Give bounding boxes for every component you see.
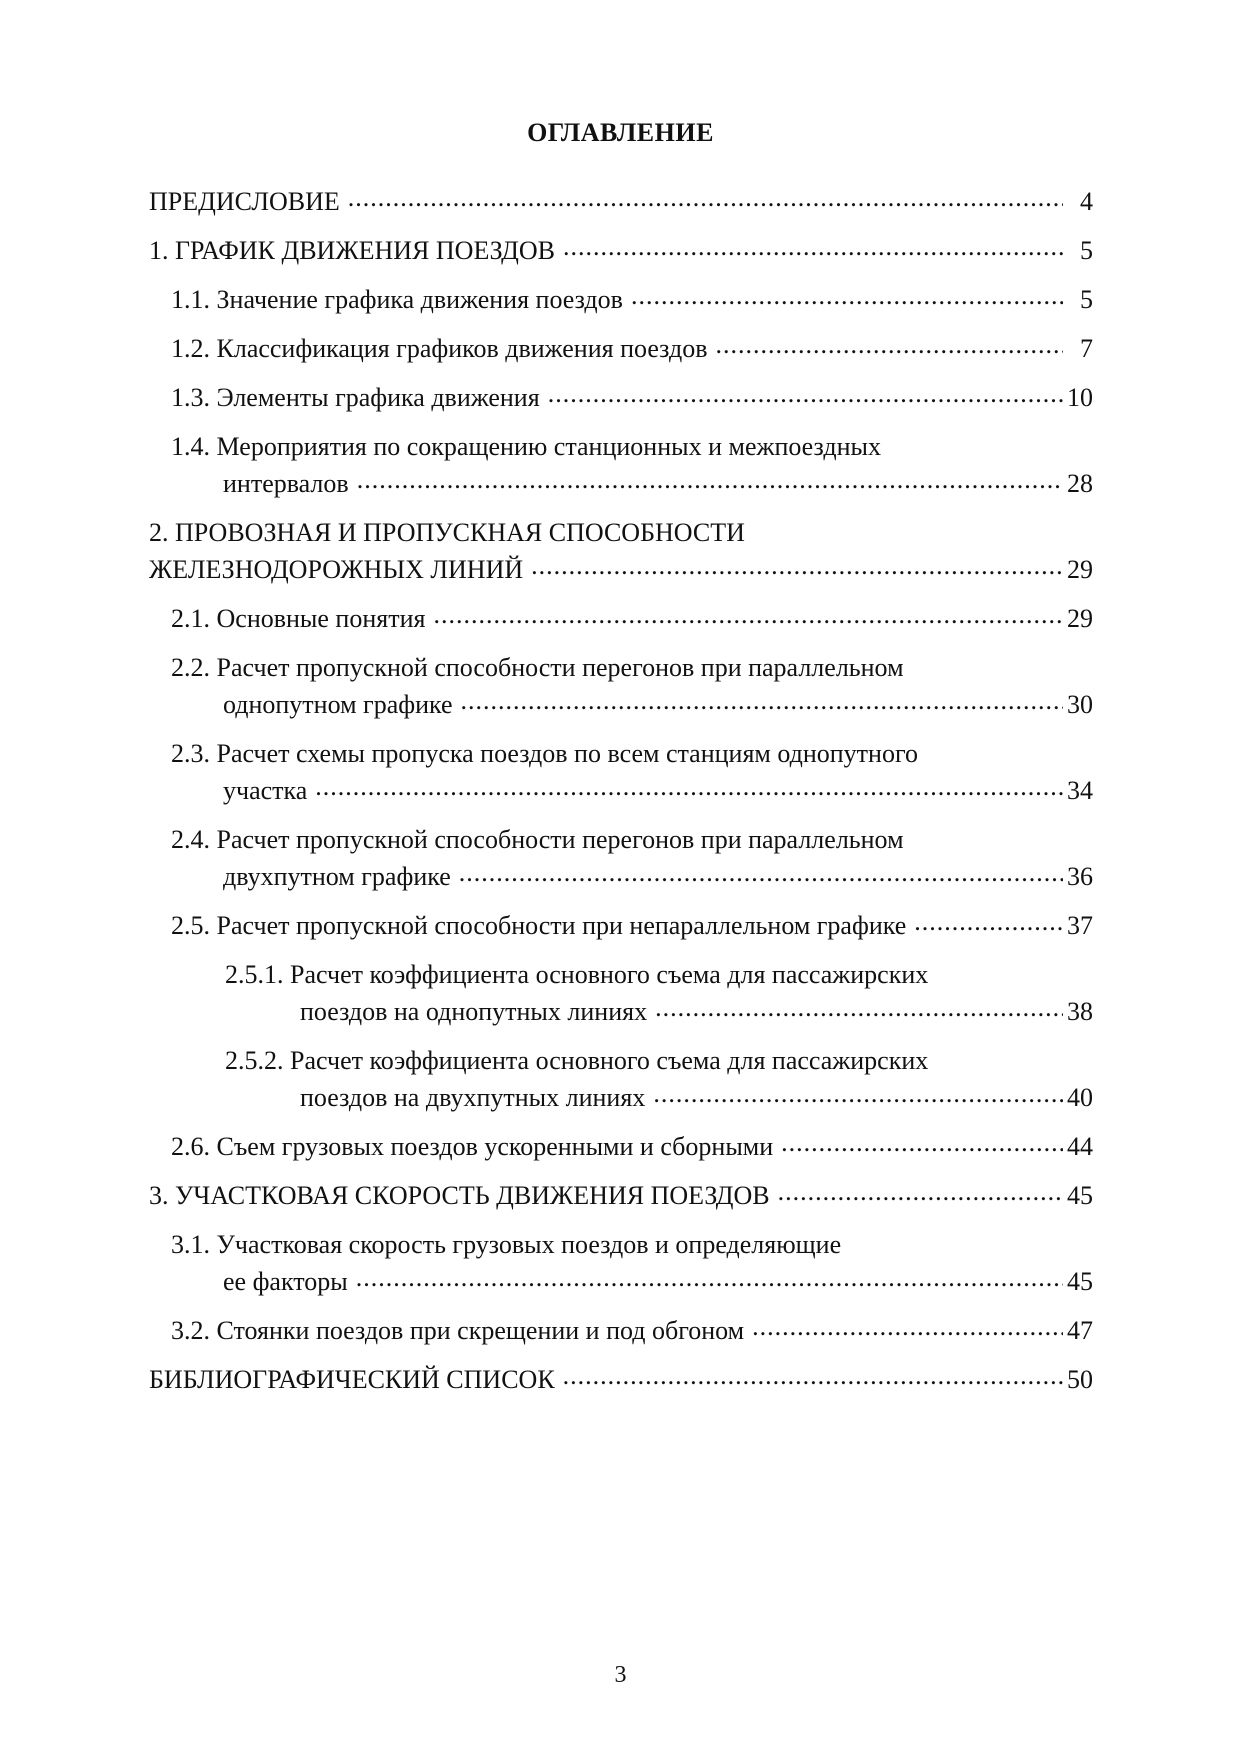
toc-entry-page: 44 [1067,1132,1093,1161]
toc-entry-text: ПРЕДИСЛОВИЕ [149,187,340,216]
toc-entry-text: 1.3. Элементы графика движения [171,383,540,412]
toc-entry-page: 28 [1067,469,1093,498]
dot-leader [655,994,1063,1020]
toc-heading: ОГЛАВЛЕНИЕ [527,118,714,147]
toc-entry-text: 2.3. Расчет схемы пропуска поездов по всем станциям однопутного [171,739,918,768]
dot-leader [781,1129,1063,1155]
toc-entry-text-continued: двухпутном графике [223,862,451,891]
toc-entry-page: 10 [1067,383,1093,412]
toc-entry-text-continued: ее факторы [223,1267,348,1296]
toc-entry-page: 36 [1067,862,1093,891]
dot-leader [563,1362,1063,1388]
toc-entry-text: 1.2. Классификация графиков движения поездов [171,334,708,363]
toc-entry-text: 2. ПРОВОЗНАЯ И ПРОПУСКНАЯ СПОСОБНОСТИ [149,518,745,547]
toc-entry-page: 29 [1067,604,1093,633]
toc-entry[interactable] [149,735,1093,809]
toc-entry[interactable] [149,1226,1093,1300]
toc-entry[interactable] [149,907,1093,944]
dot-leader [548,380,1063,406]
dot-leader [357,466,1063,492]
toc-entry-text-continued: интервалов [223,469,349,498]
toc-entry[interactable] [149,428,1093,502]
toc-entry-page: 38 [1067,997,1093,1026]
toc-entry-page: 7 [1080,334,1093,363]
dot-leader [531,552,1063,578]
toc-entry[interactable] [149,281,1093,318]
dot-leader [914,908,1063,934]
dot-leader [752,1313,1063,1339]
toc-entry-text: 3.2. Стоянки поездов при скрещении и под обгоном [171,1316,745,1345]
toc-entry[interactable] [149,379,1093,416]
toc-entry[interactable] [149,1128,1093,1165]
toc-entry-page: 4 [1080,187,1093,216]
toc-entry-text: 3.1. Участковая скорость грузовых поездов и определяющие [171,1230,842,1259]
toc-entry-page: 50 [1067,1365,1093,1394]
toc-entry[interactable] [149,649,1093,723]
toc-entry-text-continued: ЖЕЛЕЗНОДОРОЖНЫХ ЛИНИЙ [149,555,524,584]
dot-leader [716,331,1064,357]
toc-entry[interactable] [149,330,1093,367]
toc-entry-text: 2.2. Расчет пропускной способности перегонов при параллельном [171,653,904,682]
table-of-contents [149,183,1093,1410]
toc-entry[interactable] [149,1177,1093,1214]
toc-entry-text: БИБЛИОГРАФИЧЕСКИЙ СПИСОК [149,1365,555,1394]
toc-entry[interactable] [149,821,1093,895]
dot-leader [433,601,1063,627]
toc-entry[interactable] [149,1361,1093,1398]
toc-entry[interactable] [149,232,1093,269]
toc-entry-text: 2.4. Расчет пропускной способности перегонов при параллельном [171,825,904,854]
dot-leader [315,773,1063,799]
page-number: 3 [614,1662,627,1688]
toc-entry[interactable] [149,600,1093,637]
toc-entry[interactable] [149,514,1093,588]
toc-entry-text: 2.5.2. Расчет коэффициента основного съема для пассажирских [225,1046,929,1075]
dot-leader [653,1080,1063,1106]
toc-entry-page: 45 [1067,1181,1093,1210]
dot-leader [356,1264,1063,1290]
toc-entry-text-continued: поездов на однопутных линиях [300,997,648,1026]
toc-entry-page: 45 [1067,1267,1093,1296]
toc-entry-page: 30 [1067,690,1093,719]
toc-entry-page: 37 [1067,911,1093,940]
toc-entry-text: 2.6. Съем грузовых поездов ускоренными и сборными [171,1132,774,1161]
toc-entry[interactable] [149,1312,1093,1349]
dot-leader [461,687,1063,713]
toc-entry-page: 40 [1067,1083,1093,1112]
toc-entry-text: 1. ГРАФИК ДВИЖЕНИЯ ПОЕЗДОВ [149,236,555,265]
toc-entry-page: 34 [1067,776,1093,805]
toc-entry[interactable] [149,1042,1093,1116]
toc-entry[interactable] [149,183,1093,220]
toc-entry-text-continued: участка [223,776,308,805]
toc-entry-text: 2.5.1. Расчет коэффициента основного съема для пассажирских [225,960,929,989]
toc-entry-text: 1.4. Мероприятия по сокращению станционных и межпоездных [171,432,881,461]
toc-entry-text: 1.1. Значение графика движения поездов [171,285,623,314]
toc-entry-text-continued: поездов на двухпутных линиях [300,1083,646,1112]
toc-entry[interactable] [149,956,1093,1030]
dot-leader [459,859,1063,885]
toc-entry-text: 2.1. Основные понятия [171,604,426,633]
toc-entry-page: 5 [1080,236,1093,265]
dot-leader [348,184,1063,210]
dot-leader [563,233,1063,259]
toc-entry-text: 3. УЧАСТКОВАЯ СКОРОСТЬ ДВИЖЕНИЯ ПОЕЗДОВ [149,1181,770,1210]
toc-entry-page: 29 [1067,555,1093,584]
toc-entry-page: 47 [1067,1316,1093,1345]
dot-leader [778,1178,1063,1204]
toc-entry-text: 2.5. Расчет пропускной способности при непараллельном графике [171,911,907,940]
dot-leader [631,282,1063,308]
toc-entry-page: 5 [1080,285,1093,314]
toc-entry-text-continued: однопутном графике [223,690,453,719]
